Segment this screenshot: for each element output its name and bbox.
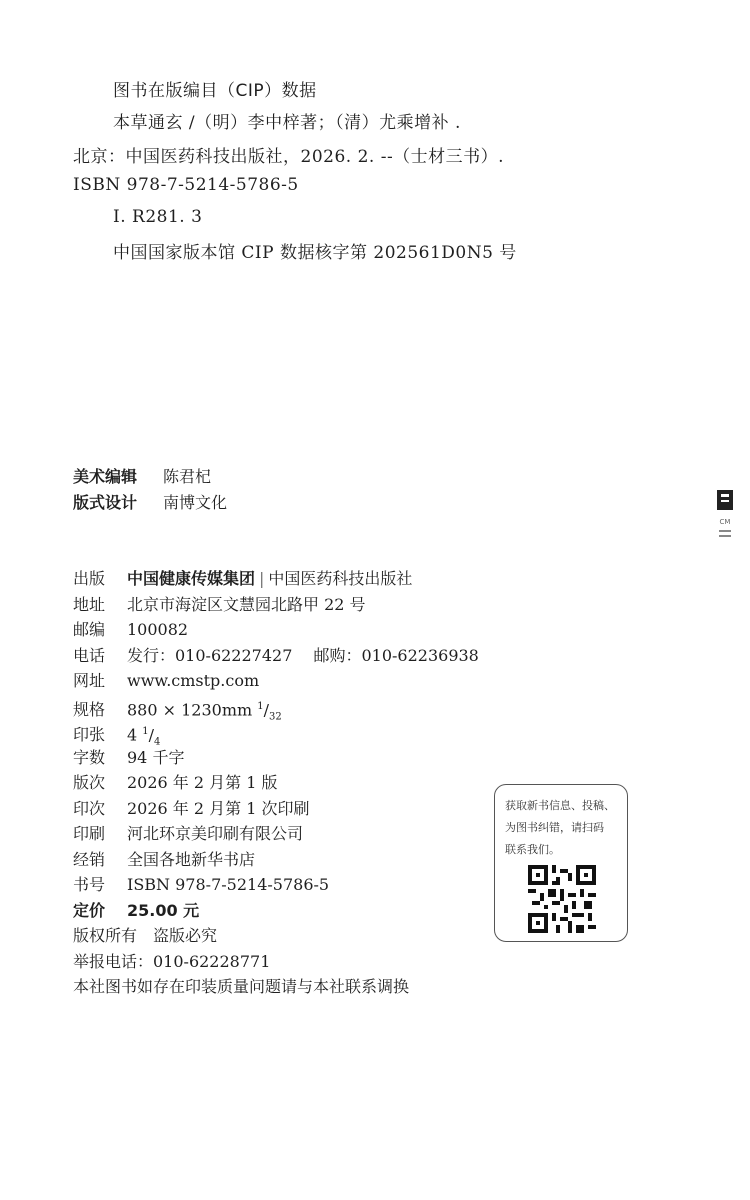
sheets-value: 4: [127, 725, 143, 745]
phone-row: [73, 643, 533, 669]
edition-value: 2026 年 2 月第 1 版: [127, 773, 278, 792]
printing-label: 印次: [73, 798, 106, 818]
address-label: 地址: [73, 594, 106, 614]
copyright-notice: 版权所有 盗版必究: [73, 926, 218, 945]
word-count-row: [73, 745, 533, 771]
publisher-label: 出版: [73, 569, 106, 588]
publisher-group: 中国健康传媒集团: [127, 569, 256, 588]
cip-line-classification: Ⅰ. R281. 3: [113, 207, 203, 227]
price-label: 定价: [73, 900, 106, 920]
report-phone: 举报电话：010-62228771: [73, 951, 271, 971]
isbn-row: [73, 872, 533, 898]
edition-row: [73, 770, 533, 796]
distributor-value: 全国各地新华书店: [127, 849, 256, 869]
qr-text-line-1: 获取新书信息、投稿、: [505, 799, 615, 812]
printer-label: 印刷: [73, 824, 106, 843]
website-value: www.cmstp.com: [127, 671, 260, 690]
publisher-row: [73, 566, 533, 592]
postcode-value: 100082: [127, 620, 189, 639]
format-fraction-denominator: 32: [269, 711, 282, 723]
price-row: [73, 898, 533, 924]
art-editor-row: [73, 464, 473, 487]
phone-value: 发行：010-62227427 邮购：010-62236938: [127, 645, 479, 665]
art-editor-label: 美术编辑: [73, 467, 138, 486]
phone-label: 电话: [73, 645, 106, 665]
cip-title: 图书在版编目（CIP）数据: [113, 81, 317, 101]
distributor-row: [73, 847, 533, 873]
format-value: 880 × 1230mm: [127, 699, 258, 719]
word-count-value: 94 千字: [127, 747, 185, 767]
sheets-fraction-numerator: 1: [142, 726, 149, 737]
format-label: 规格: [73, 699, 106, 719]
qr-text-line-3: 联系我们。: [505, 843, 560, 856]
isbn-value: ISBN 978-7-5214-5786-5: [127, 875, 330, 894]
website-label: 网址: [73, 671, 106, 690]
layout-designer-label: 版式设计: [73, 493, 138, 512]
website-row: [73, 668, 533, 694]
layout-designer-row: [73, 490, 473, 513]
printer-row: [73, 821, 533, 847]
publication-info: [73, 566, 533, 1000]
printing-row: [73, 796, 533, 822]
sheets-label: 印张: [73, 725, 106, 745]
format-fraction-numerator: 1: [257, 700, 264, 712]
postcode-row: [73, 617, 533, 643]
format-row: 规格 880 × 1230mm $^1/_{32}$: [73, 694, 533, 720]
sheets-fraction-denominator: 4: [154, 736, 161, 748]
qr-code-image[interactable]: [528, 865, 596, 933]
cip-line-publisher: 北京：中国医药科技出版社，2026. 2. --（士材三书）.: [73, 147, 505, 167]
edition-label: 版次: [73, 773, 106, 792]
publisher-separator: |: [259, 569, 265, 588]
distributor-label: 经销: [73, 849, 106, 869]
publisher-edge-logo: [716, 490, 734, 544]
isbn-label: 书号: [73, 875, 106, 894]
cip-line-cip-number: 中国国家版本馆 CIP 数据核字第 202561D0N5 号: [113, 243, 517, 263]
quality-note: 本社图书如存在印装质量问题请与本社联系调换: [73, 977, 410, 996]
printer-value: 河北环京美印刷有限公司: [127, 824, 304, 843]
layout-designer-name: 南博文化: [163, 493, 228, 512]
qr-contact-box: [494, 784, 628, 942]
cip-line-title-author: 本草通玄 /（明）李中梓著；（清）尤乘增补 .: [113, 113, 461, 133]
address-row: [73, 592, 533, 618]
sheets-row: 印张 4 $^1/_4$: [73, 719, 533, 745]
edge-mark-text: CM: [719, 518, 731, 526]
publisher-name: 中国医药科技出版社: [268, 569, 413, 588]
word-count-label: 字数: [73, 747, 106, 767]
qr-text-line-2: 为图书纠错，请扫码: [505, 821, 604, 834]
price-value: 25.00 元: [127, 900, 200, 920]
cip-line-isbn: ISBN 978-7-5214-5786-5: [73, 175, 299, 195]
art-editor-name: 陈君杞: [163, 467, 212, 486]
postcode-label: 邮编: [73, 620, 106, 639]
address-value: 北京市海淀区文慧园北路甲 22 号: [127, 594, 366, 614]
printing-value: 2026 年 2 月第 1 次印刷: [127, 798, 310, 818]
